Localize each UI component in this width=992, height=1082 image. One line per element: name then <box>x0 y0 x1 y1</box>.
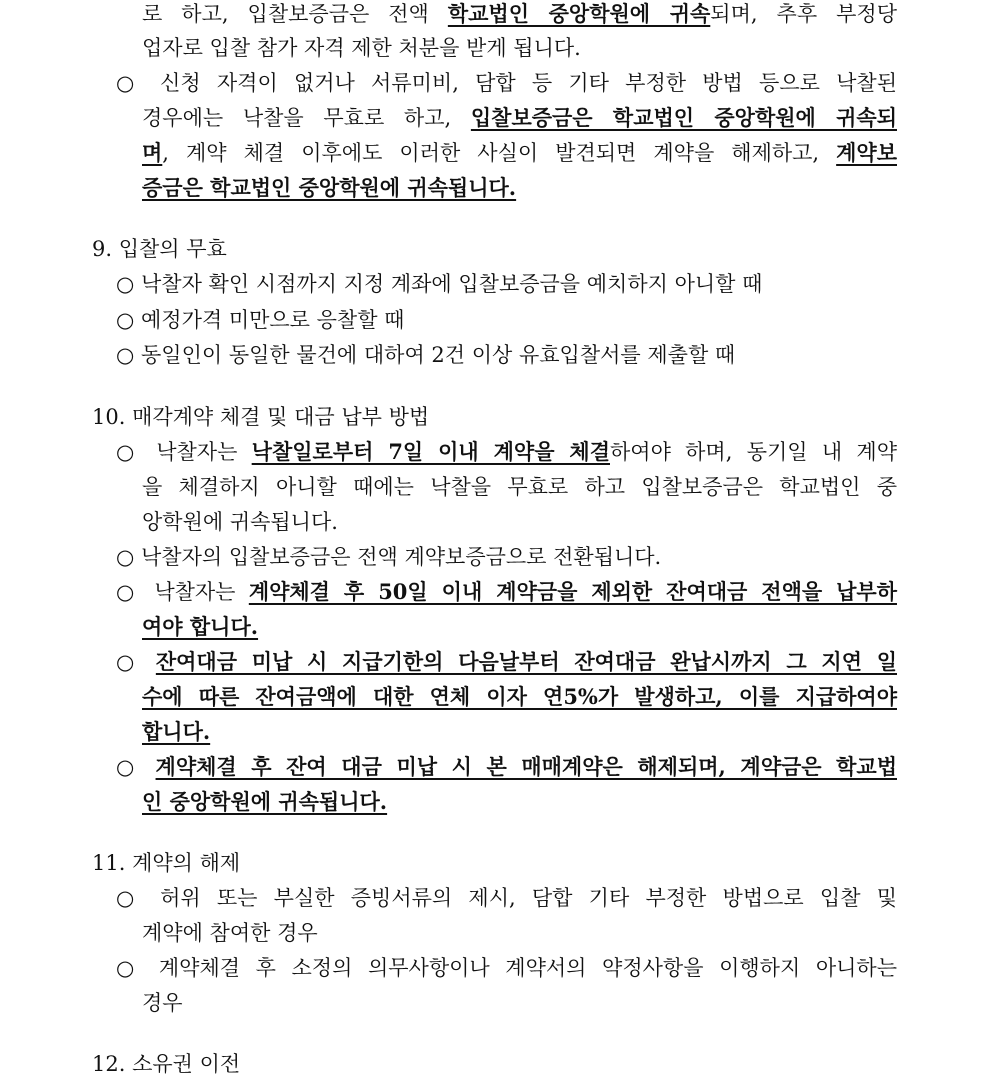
body-text: ○ 동일인이 동일한 물건에 대하여 2건 이상 유효입찰서를 제출할 때 <box>116 343 736 367</box>
body-text: ○ 낙찰자는 <box>116 440 252 464</box>
emphasis-text: 계약보 <box>836 140 897 165</box>
text-line <box>142 508 338 536</box>
body-text: ○ 낙찰자는 <box>116 580 249 604</box>
text-line <box>142 683 897 711</box>
emphasis-text: 여야 합니다. <box>142 614 259 639</box>
body-text: 업자로 입찰 참가 자격 제한 처분을 받게 됩니다. <box>142 36 581 60</box>
text-line <box>142 788 387 816</box>
text-line <box>142 718 210 746</box>
section-heading <box>92 235 227 263</box>
body-text: 을 체결하지 아니할 때에는 낙찰을 무효로 하고 입찰보증금은 학교법인 중 <box>142 475 897 499</box>
bullet-item <box>116 954 897 982</box>
bullet-item <box>116 270 762 298</box>
body-text: ○ 예정가격 미만으로 응찰할 때 <box>116 308 405 332</box>
bullet-item <box>116 753 897 781</box>
bullet-item <box>116 543 661 571</box>
text-line <box>142 34 581 62</box>
body-text: 9. 입찰의 무효 <box>92 237 227 261</box>
bullet-item <box>116 69 897 97</box>
text-line <box>142 989 183 1017</box>
text-line <box>142 104 897 132</box>
section-heading <box>92 403 429 431</box>
emphasis-text: 수에 따른 잔여금액에 대한 연체 이자 연5%가 발생하고, 이를 지급하여야 <box>142 684 897 709</box>
body-text: ○ 신청 자격이 없거나 서류미비, 담합 등 기타 부정한 방법 등으로 낙찰된 <box>116 71 897 95</box>
bullet-item <box>116 578 897 606</box>
emphasis-text: 학교법인 중앙학원에 귀속 <box>447 1 711 26</box>
emphasis-text: 증금은 학교법인 중앙학원에 귀속됩니다. <box>142 175 517 200</box>
text-line <box>142 0 897 28</box>
bullet-item <box>116 884 897 912</box>
emphasis-text: 인 중앙학원에 귀속됩니다. <box>142 789 388 814</box>
body-text: 경우에는 낙찰을 무효로 하고, <box>142 106 471 130</box>
body-text: 11. 계약의 해제 <box>92 851 241 875</box>
emphasis-text: 잔여대금 미납 시 지급기한의 다음날부터 잔여대금 완납시까지 그 지연 일 <box>155 649 897 674</box>
body-text: 앙학원에 귀속됩니다. <box>142 510 338 534</box>
body-text: 로 하고, 입찰보증금은 전액 <box>142 2 448 26</box>
section-heading <box>92 849 240 877</box>
body-text: 10. 매각계약 체결 및 대금 납부 방법 <box>92 405 430 429</box>
text-line <box>142 139 897 167</box>
body-text: , 계약 체결 이후에도 이러한 사실이 발견되면 계약을 해제하고, <box>162 141 837 165</box>
text-line <box>142 919 318 947</box>
emphasis-text: 낙찰일로부터 7일 이내 계약을 체결 <box>251 439 610 464</box>
bullet-item <box>116 306 404 334</box>
text-line <box>142 473 897 501</box>
emphasis-text: 계약체결 후 잔여 대금 미납 시 본 매매계약은 해제되며, 계약금은 학교법 <box>155 754 897 779</box>
body-text: 하여야 하며, 동기일 내 계약 <box>610 440 897 464</box>
body-text: ○ 허위 또는 부실한 증빙서류의 제시, 담합 기타 부정한 방법으로 입찰 및 <box>116 886 897 910</box>
bullet-item <box>116 438 897 466</box>
body-text: ○ <box>116 755 156 779</box>
body-text: ○ 낙찰자의 입찰보증금은 전액 계약보증금으로 전환됩니다. <box>116 545 662 569</box>
body-text: ○ <box>116 650 156 674</box>
emphasis-text: 계약체결 후 50일 이내 계약금을 제외한 잔여대금 전액을 납부하 <box>248 579 897 604</box>
body-text: 계약에 참여한 경우 <box>142 921 318 945</box>
emphasis-text: 합니다. <box>142 719 211 744</box>
body-text: 12. 소유권 이전 <box>92 1052 241 1076</box>
text-line <box>142 613 258 641</box>
body-text: 되며, 추후 부정당 <box>710 2 897 26</box>
text-line <box>142 174 516 202</box>
section-heading <box>92 1050 240 1078</box>
emphasis-text: 며 <box>142 140 163 165</box>
emphasis-text: 입찰보증금은 학교법인 중앙학원에 귀속되 <box>470 105 897 130</box>
bullet-item <box>116 341 735 369</box>
body-text: ○ 계약체결 후 소정의 의무사항이나 계약서의 약정사항을 이행하지 아니하는 <box>116 956 897 980</box>
body-text: ○ 낙찰자 확인 시점까지 지정 계좌에 입찰보증금을 예치하지 아니할 때 <box>116 272 763 296</box>
body-text: 경우 <box>142 991 183 1015</box>
bullet-item <box>116 648 897 676</box>
